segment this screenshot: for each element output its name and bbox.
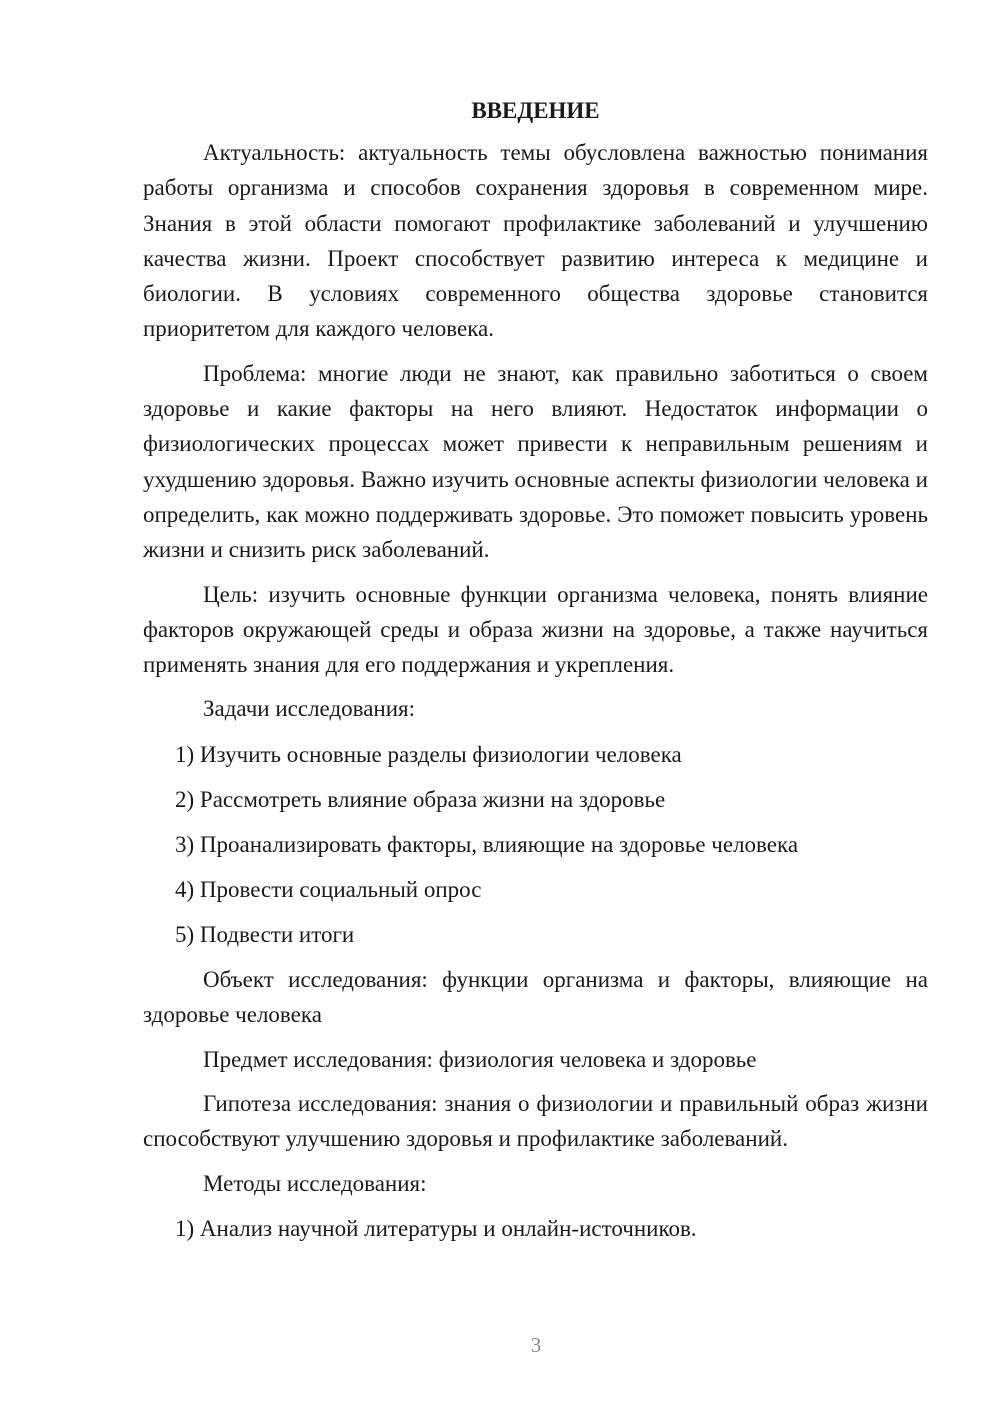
task-item: 3) Проанализировать факторы, влияющие на здоровье человека xyxy=(175,831,799,857)
subject-paragraph: Предмет исследования: физиология человека и здоровье xyxy=(203,1046,757,1072)
task-item: 4) Провести социальный опрос xyxy=(175,876,482,902)
goal-paragraph: Цель: изучить основные функции организма человека, понять влияние факторов окружающей среды и образа жизни на здоровье, а также научиться применять знания для его поддержания и укрепления. xyxy=(143,581,928,678)
methods-heading: Методы исследования: xyxy=(203,1170,427,1196)
problem-paragraph: Проблема: многие люди не знают, как правильно заботиться о своем здоровье и какие факторы на него влияют. Недостаток информации о физиологических процессах может привести к неправильным решениям и ухудшению здоровья. Важно изучить основные аспекты физиологии человека и определить, как можно поддерживать здоровье. Это поможет повысить уровень жизни и снизить риск заболеваний. xyxy=(143,360,928,563)
object-paragraph: Объект исследования: функции организма и факторы, влияющие на здоровье человека xyxy=(143,967,928,1028)
task-item: 1) Изучить основные разделы физиологии человека xyxy=(175,741,682,767)
tasks-heading: Задачи исследования: xyxy=(203,696,416,722)
method-item: 1) Анализ научной литературы и онлайн-источников. xyxy=(175,1215,697,1241)
relevance-paragraph: Актуальность: актуальность темы обусловлена важностью понимания работы организма и способов сохранения здоровья в современном мире. Знания в этой области помогают профилактике заболеваний и улучшению качества жизни. Проект способствует развитию интереса к медицине и биологии. В условиях современного общества здоровье становится приоритетом для каждого человека. xyxy=(143,140,928,342)
document-page xyxy=(143,96,928,1256)
task-item: 5) Подвести итоги xyxy=(175,921,355,947)
page-number: 3 xyxy=(530,1333,542,1357)
document-title: ВВЕДЕНИЕ xyxy=(471,98,600,123)
hypothesis-paragraph: Гипотеза исследования: знания о физиологии и правильный образ жизни способствуют улучшению здоровья и профилактике заболеваний. xyxy=(143,1090,928,1152)
task-item: 2) Рассмотреть влияние образа жизни на здоровье xyxy=(175,786,666,812)
